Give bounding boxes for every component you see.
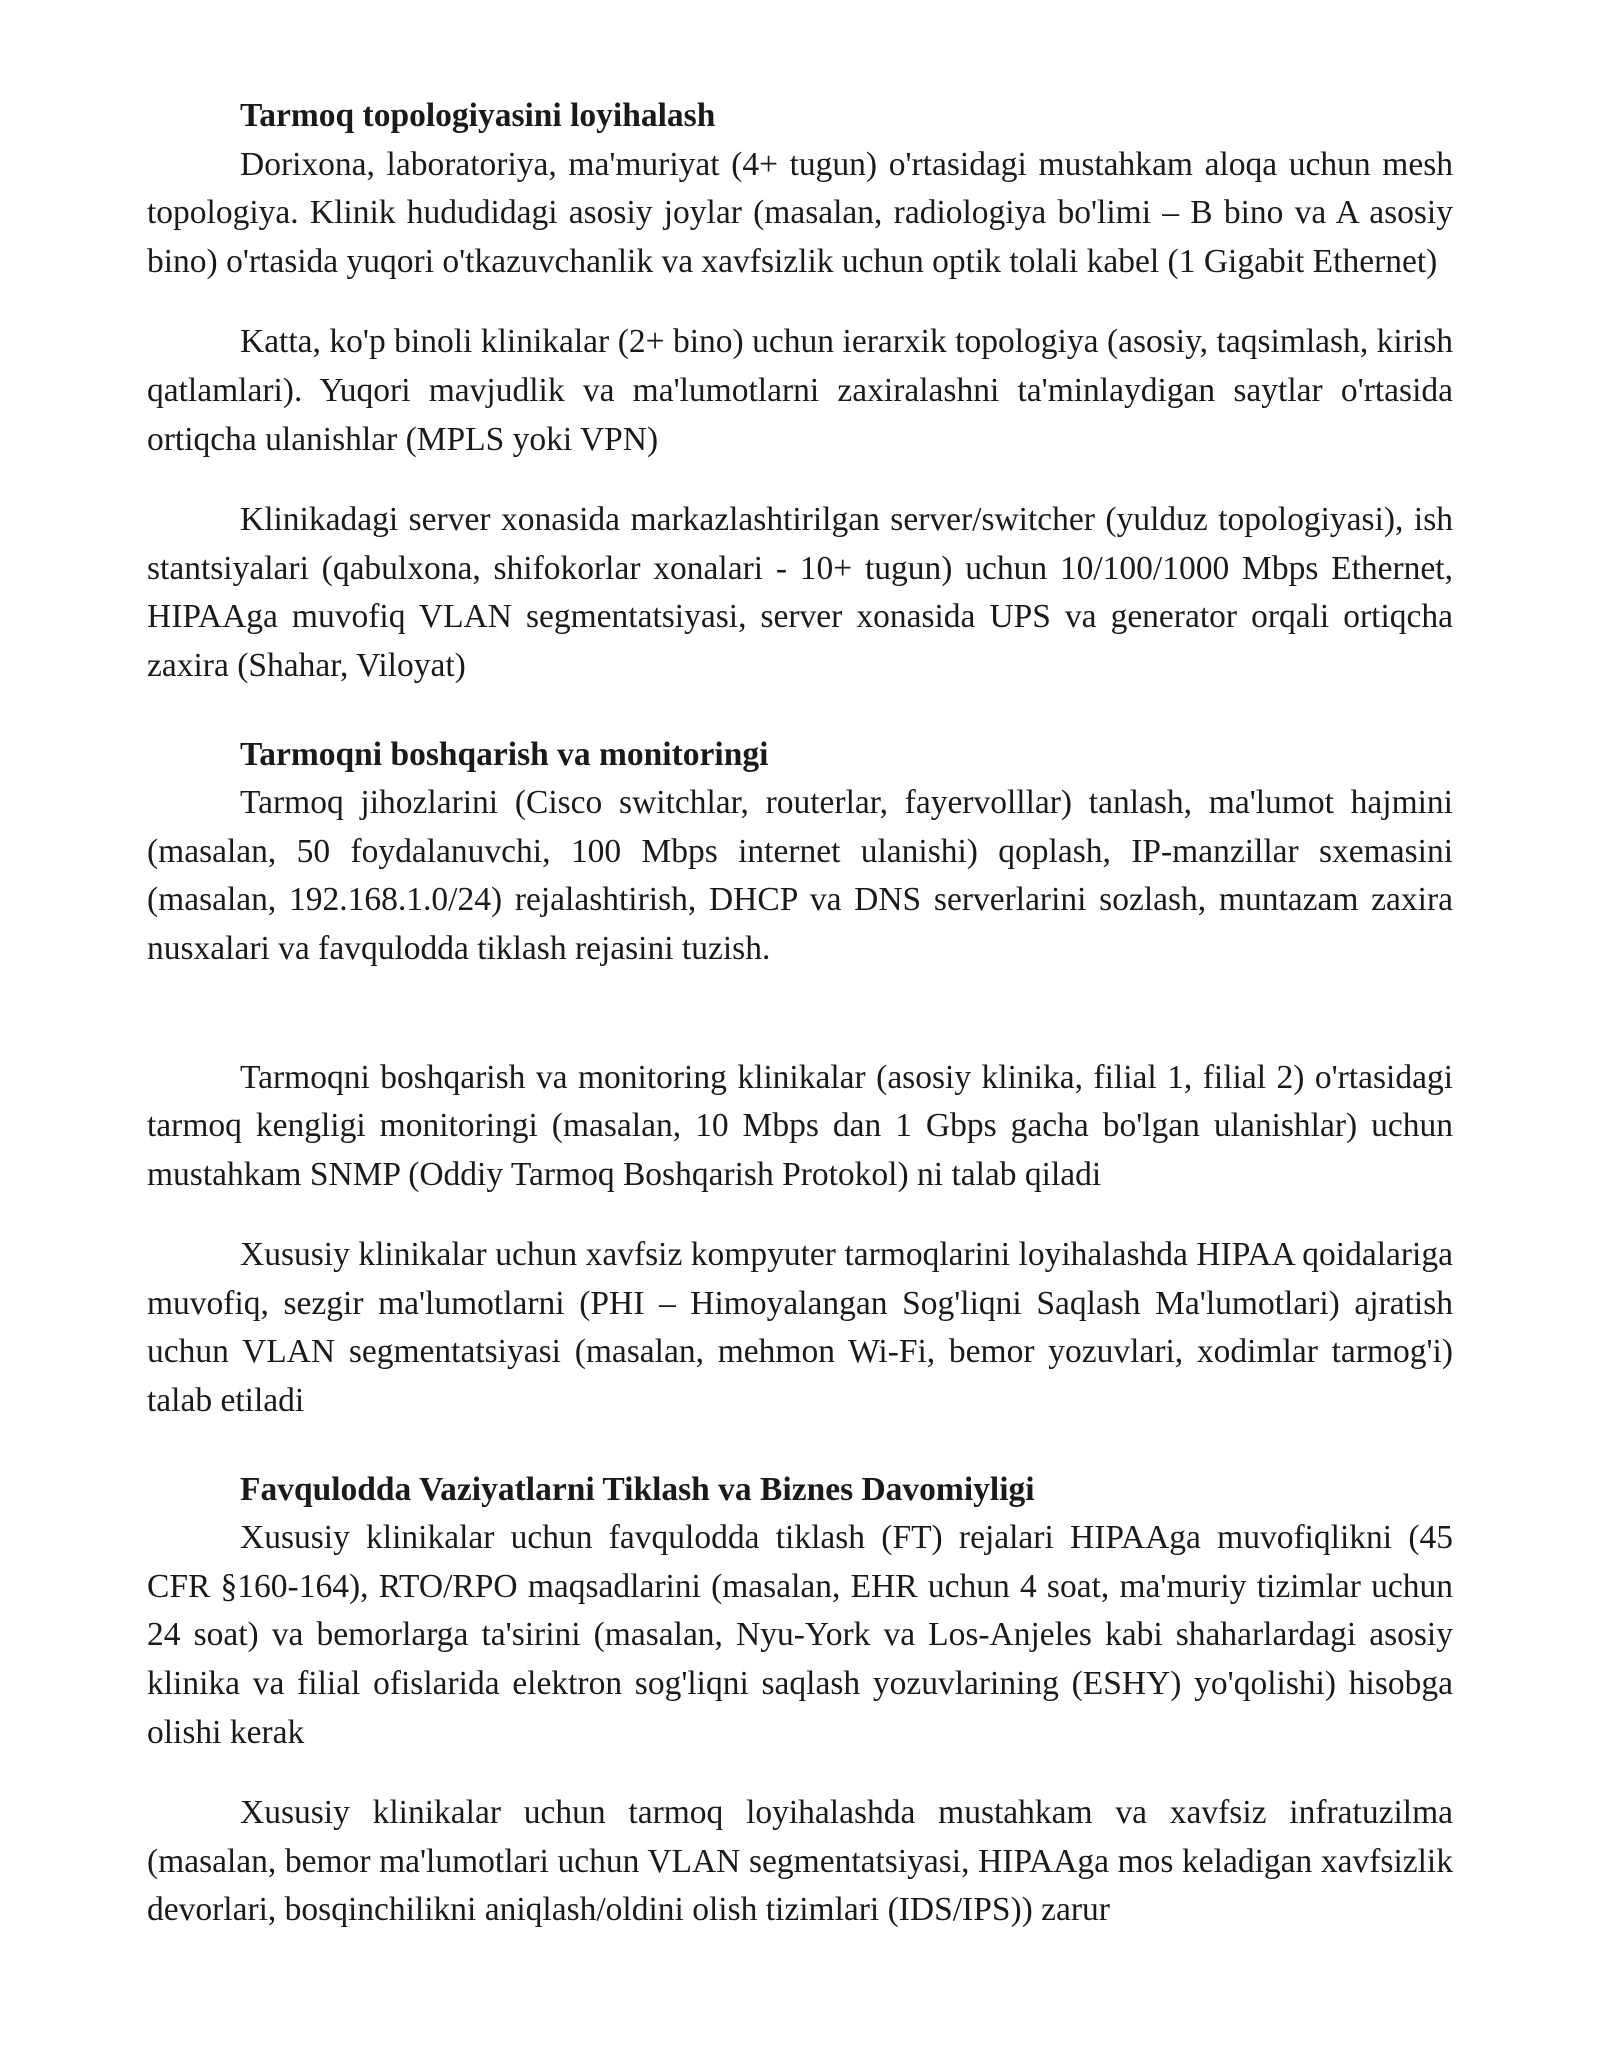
section-heading: Tarmoqni boshqarish va monitoringi xyxy=(240,735,769,773)
paragraph: Klinikadagi server xonasida markazlashtirilgan server/switcher (yulduz topologiyasi), ish stantsiyalari (qabulxona, shifokorlar xonalari - 10+ tugun) uchun 10/100/1000 Mbps Ethernet, HIPAAga muvofiq VLAN segmentatsiyasi, server xonasida UPS va generator orqali ortiqcha zaxira (Shahar, Viloyat) xyxy=(147,501,1453,684)
paragraph: Xususiy klinikalar uchun favqulodda tiklash (FT) rejalari HIPAAga muvofiqlikni (45 CFR §160-164), RTO/RPO maqsadlarini (masalan, EHR uchun 4 soat, ma'muriy tizimlar uchun 24 soat) va bemorlarga ta'sirini (masalan, Nyu-York va Los-Anjeles kabi shaharlardagi asosiy klinika va filial ofislarida elektron sog'liqni saqlash yozuvlarining (ESHY) yo'qolishi) hisobga olishi kerak xyxy=(147,1519,1453,1751)
document-page xyxy=(147,92,1453,1935)
paragraph: Xususiy klinikalar uchun tarmoq loyihalashda mustahkam va xavfsiz infratuzilma (masalan, bemor ma'lumotlari uchun VLAN segmentatsiyasi, HIPAAga mos keladigan xavfsizlik devorlari, bosqinchilikni aniqlash/oldini olish tizimlari (IDS/IPS)) zarur xyxy=(147,1794,1453,1929)
paragraph: Tarmoqni boshqarish va monitoring klinikalar (asosiy klinika, filial 1, filial 2) o'rtasidagi tarmoq kengligi monitoringi (masalan, 10 Mbps dan 1 Gbps gacha bo'lgan ulanishlar) uchun mustahkam SNMP (Oddiy Tarmoq Boshqarish Protokol) ni talab qiladi xyxy=(147,1058,1453,1193)
paragraph: Katta, ko'p binoli klinikalar (2+ bino) uchun ierarxik topologiya (asosiy, taqsimlash, kirish qatlamlari). Yuqori mavjudlik va ma'lumotlarni zaxiralashni ta'minlaydigan saytlar o'rtasida ortiqcha ulanishlar (MPLS yoki VPN) xyxy=(147,323,1453,458)
paragraph: Dorixona, laboratoriya, ma'muriyat (4+ tugun) o'rtasidagi mustahkam aloqa uchun mesh topologiya. Klinik hududidagi asosiy joylar (masalan, radiologiya bo'limi – B bino va A asosiy bino) o'rtasida yuqori o'tkazuvchanlik va xavfsizlik uchun optik tolali kabel (1 Gigabit Ethernet) xyxy=(147,145,1453,280)
paragraph: Tarmoq jihozlarini (Cisco switchlar, routerlar, fayervolllar) tanlash, ma'lumot hajmini (masalan, 50 foydalanuvchi, 100 Mbps internet ulanishi) qoplash, IP-manzillar sxemasini (masalan, 192.168.1.0/24) rejalashtirish, DHCP va DNS serverlarini sozlash, muntazam zaxira nusxalari va favqulodda tiklash rejasini tuzish. xyxy=(147,784,1453,967)
paragraph: Xususiy klinikalar uchun xavfsiz kompyuter tarmoqlarini loyihalashda HIPAA qoidalariga muvofiq, sezgir ma'lumotlarni (PHI – Himoyalangan Sog'liqni Saqlash Ma'lumotlari) ajratish uchun VLAN segmentatsiyasi (masalan, mehmon Wi-Fi, bemor yozuvlari, xodimlar tarmog'i) talab etiladi xyxy=(147,1236,1453,1420)
section-heading: Tarmoq topologiyasini loyihalash xyxy=(240,97,716,134)
section-heading: Favqulodda Vaziyatlarni Tiklash va Biznes Davomiyligi xyxy=(240,1470,1035,1508)
